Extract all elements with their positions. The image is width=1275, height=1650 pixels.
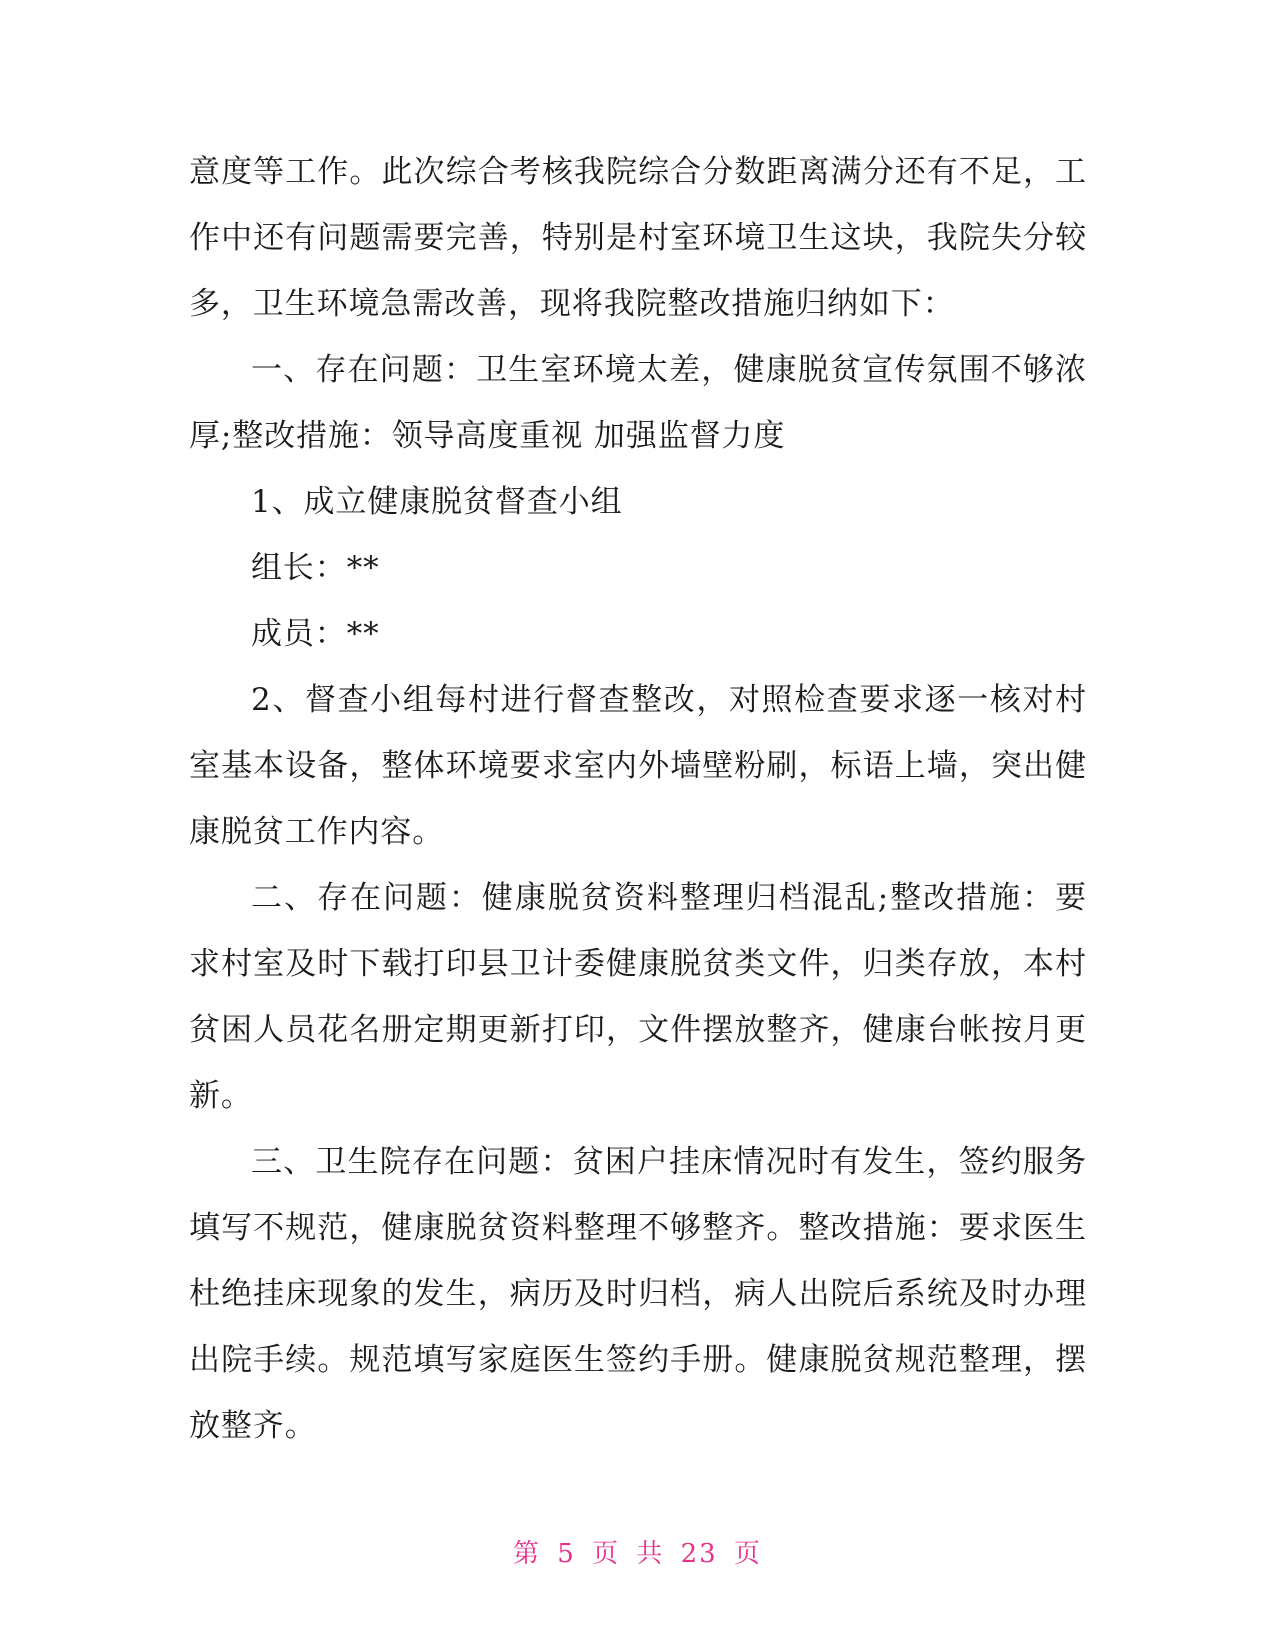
- paragraph-intro-continuation: 意度等工作。此次综合考核我院综合分数距离满分还有不足，工作中还有问题需要完善，特别是村室环境卫生这块，我院失分较多，卫生环境急需改善，现将我院整改措施归纳如下：: [189, 154, 1087, 322]
- document-body: [189, 139, 1087, 1459]
- paragraph-step-one: 1、成立健康脱贫督查小组: [251, 484, 623, 520]
- paragraph-issue-two: 二、存在问题：健康脱贫资料整理归档混乱;整改措施：要求村室及时下载打印县卫计委健康脱贫类文件，归类存放，本村贫困人员花名册定期更新打印，文件摆放整齐，健康台帐按月更新。: [189, 880, 1087, 1114]
- paragraph-issue-one: 一、存在问题：卫生室环境太差，健康脱贫宣传氛围不够浓厚;整改措施：领导高度重视 加强监督力度: [189, 352, 1087, 454]
- page-number-footer: 第 5 页 共 23 页: [513, 1539, 762, 1569]
- paragraph-group-members: 成员：**: [251, 616, 380, 652]
- paragraph-group-leader: 组长：**: [251, 550, 380, 586]
- paragraph-step-two: 2、督查小组每村进行督查整改，对照检查要求逐一核对村室基本设备，整体环境要求室内外墙壁粉刷，标语上墙，突出健康脱贫工作内容。: [189, 682, 1087, 850]
- paragraph-issue-three: 三、卫生院存在问题：贫困户挂床情况时有发生，签约服务填写不规范，健康脱贫资料整理不够整齐。整改措施：要求医生杜绝挂床现象的发生，病历及时归档，病人出院后系统及时办理出院手续。规范填写家庭医生签约手册。健康脱贫规范整理，摆放整齐。: [189, 1144, 1087, 1444]
